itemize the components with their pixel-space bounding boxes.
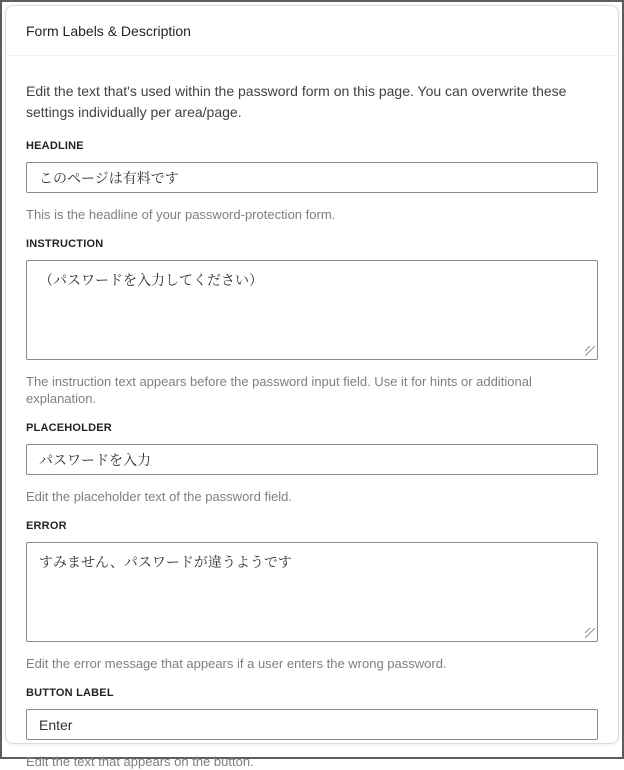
button-label-help: Edit the text that appears on the button.	[26, 754, 254, 769]
instruction-help: The instruction text appears before the password input field. Use it for hints or additional explanation.	[26, 374, 532, 406]
field-group-headline	[26, 140, 598, 223]
instruction-label: INSTRUCTION	[26, 238, 104, 250]
headline-label: HEADLINE	[26, 140, 84, 152]
field-group-button-label	[26, 687, 598, 770]
button-label-input[interactable]	[26, 709, 598, 740]
card-title: Form Labels & Description	[26, 23, 191, 39]
card-header	[6, 6, 618, 56]
error-label: ERROR	[26, 520, 67, 532]
button-label-label: BUTTON LABEL	[26, 687, 114, 699]
placeholder-input[interactable]	[26, 444, 598, 475]
headline-help: This is the headline of your password-protection form.	[26, 207, 336, 222]
settings-card	[5, 5, 619, 769]
field-group-instruction	[26, 238, 598, 407]
error-help: Edit the error message that appears if a user enters the wrong password.	[26, 656, 447, 671]
card-description: Edit the text that's used within the password form on this page. You can overwrite these settings individually per area/page.	[26, 83, 567, 120]
instruction-textarea-wrap	[26, 260, 598, 360]
placeholder-help: Edit the placeholder text of the password field.	[26, 489, 292, 504]
error-textarea-wrap	[26, 542, 598, 642]
instruction-textarea[interactable]	[26, 260, 598, 360]
field-group-error	[26, 520, 598, 672]
placeholder-label: PLACEHOLDER	[26, 422, 112, 434]
field-group-placeholder	[26, 422, 598, 505]
headline-input[interactable]	[26, 162, 598, 193]
error-textarea[interactable]	[26, 542, 598, 642]
card-body	[6, 56, 618, 770]
